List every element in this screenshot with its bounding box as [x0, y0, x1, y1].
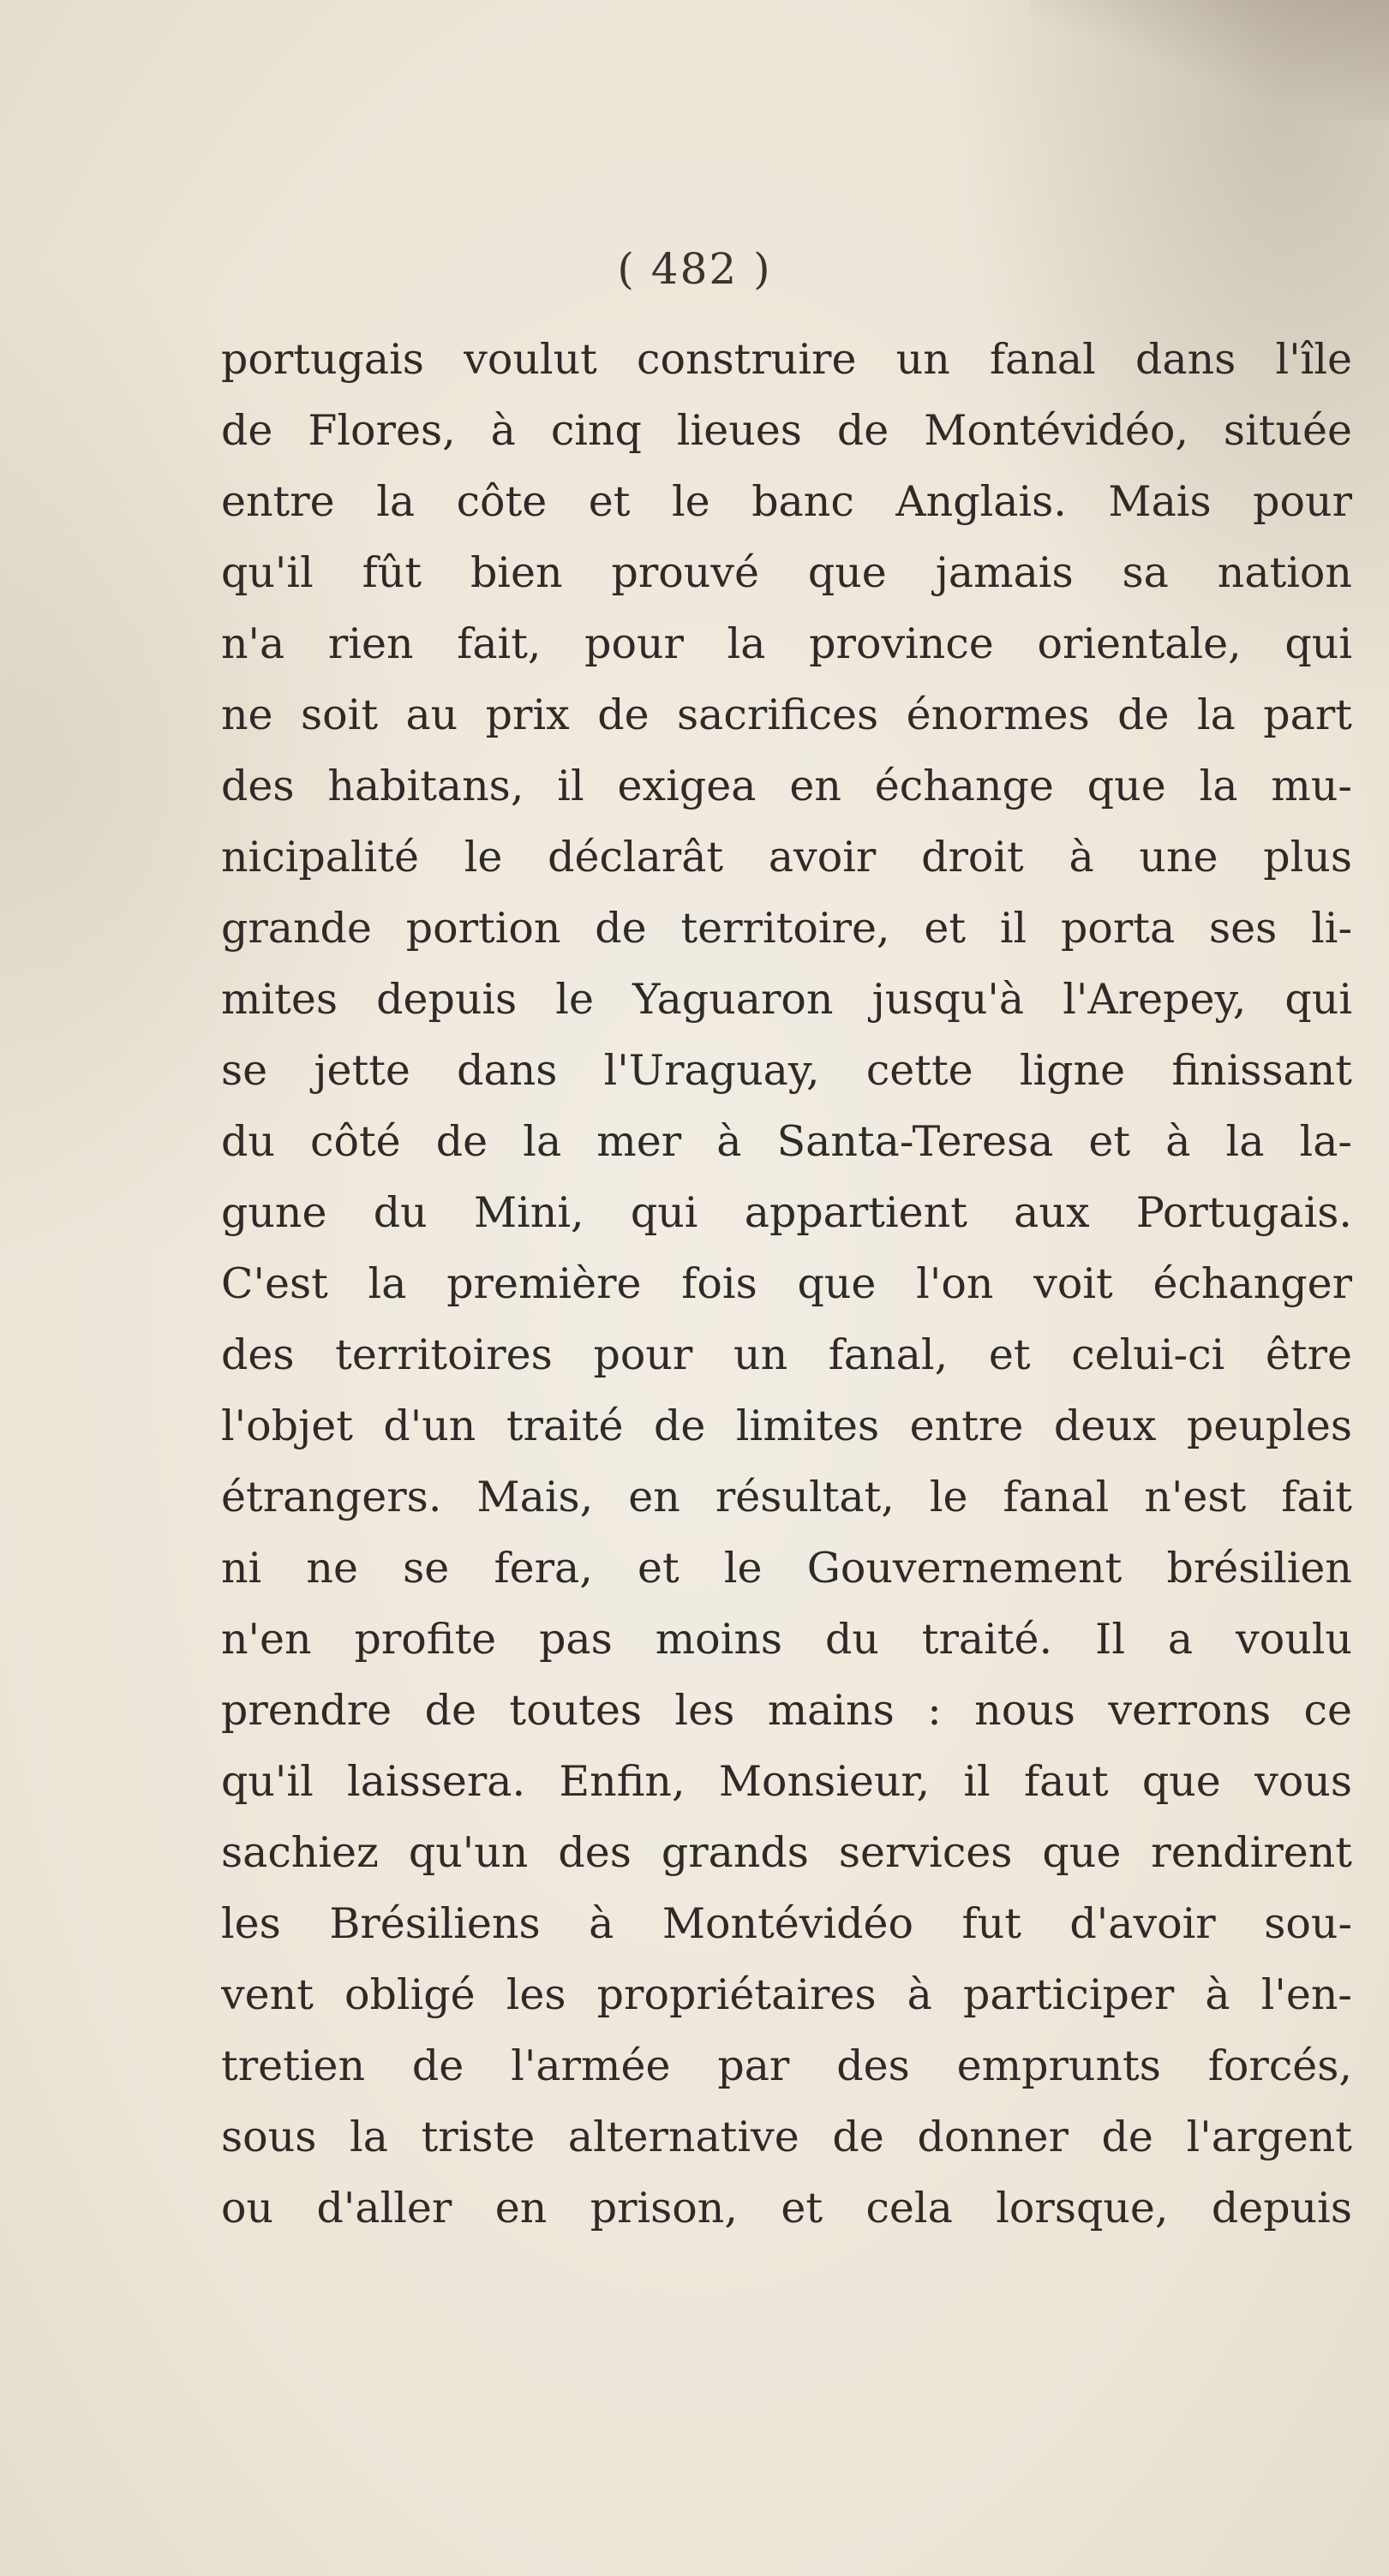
- text-line: gune du Mini, qui appartient aux Portugais.: [221, 1188, 1352, 1237]
- body-text: [221, 324, 1352, 2244]
- text-line: mites depuis le Yaguaron jusqu'à l'Arepey, qui: [221, 975, 1352, 1024]
- text-line: C'est la première fois que l'on voit échanger: [221, 1259, 1352, 1308]
- text-line: sous la triste alternative de donner de l'argent: [221, 2113, 1352, 2161]
- text-line: des territoires pour un fanal, et celui-ci être: [221, 1330, 1352, 1379]
- text-line: se jette dans l'Uraguay, cette ligne finissant: [221, 1046, 1352, 1095]
- text-line: portugais voulut construire un fanal dans l'île: [221, 335, 1352, 384]
- text-line: ni ne se fera, et le Gouvernement brésilien: [221, 1544, 1352, 1593]
- text-line: n'en profite pas moins du traité. Il a voulu: [221, 1615, 1352, 1664]
- page-number: ( 482 ): [617, 244, 772, 294]
- text-line: n'a rien fait, pour la province orientale, qui: [221, 619, 1352, 668]
- text-line: les Brésiliens à Montévidéo fut d'avoir sou-: [221, 1899, 1352, 1948]
- text-line: ne soit au prix de sacrifices énormes de la part: [221, 690, 1352, 739]
- text-line: du côté de la mer à Santa-Teresa et à la la-: [221, 1117, 1352, 1166]
- text-line: prendre de toutes les mains : nous verrons ce: [221, 1686, 1352, 1735]
- text-line: qu'il laissera. Enfin, Monsieur, il faut que vous: [221, 1757, 1352, 1806]
- text-line: des habitans, il exigea en échange que la mu-: [221, 762, 1352, 810]
- text-line: vent obligé les propriétaires à participer à l'en-: [221, 1970, 1352, 2019]
- text-line: sachiez qu'un des grands services que rendirent: [221, 1828, 1352, 1877]
- text-line: de Flores, à cinq lieues de Montévidéo, située: [221, 406, 1352, 455]
- text-line: ou d'aller en prison, et cela lorsque, depuis: [221, 2184, 1352, 2232]
- text-line: qu'il fût bien prouvé que jamais sa nation: [221, 548, 1352, 597]
- text-line: l'objet d'un traité de limites entre deux peuples: [221, 1402, 1352, 1450]
- text-line: tretien de l'armée par des emprunts forcés,: [221, 2041, 1352, 2090]
- text-line: nicipalité le déclarât avoir droit à une plus: [221, 833, 1352, 882]
- text-line: étrangers. Mais, en résultat, le fanal n'est fait: [221, 1473, 1352, 1521]
- page-shadow: [1029, 0, 1389, 120]
- text-line: entre la côte et le banc Anglais. Mais pour: [221, 477, 1352, 526]
- text-line: grande portion de territoire, et il porta ses li-: [221, 904, 1352, 953]
